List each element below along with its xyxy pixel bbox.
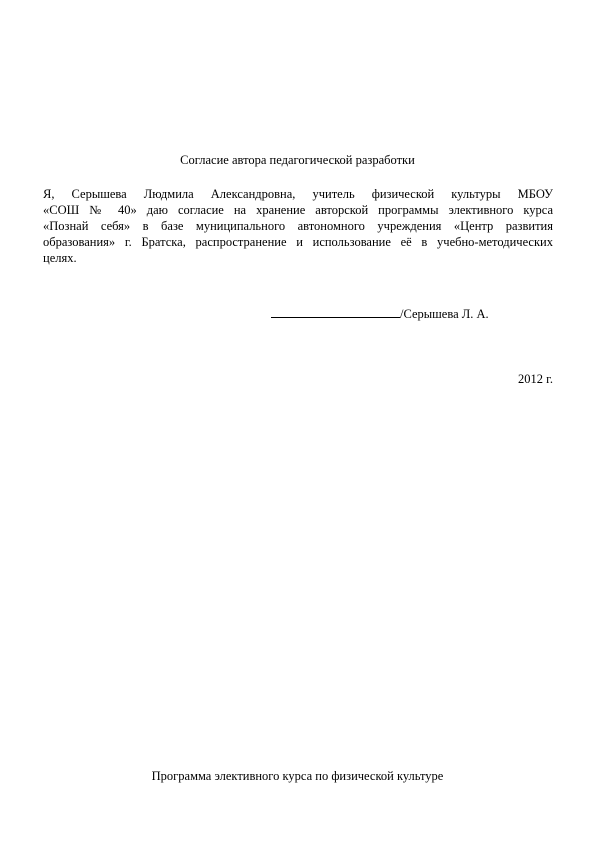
course-program-title: Программа элективного курса по физической культуре [151,769,444,783]
signature-line [271,305,400,318]
paragraph-line: целях. [43,251,77,265]
year-label: 2012 г. [518,372,553,386]
consent-paragraph [43,186,553,266]
paragraph-line: «Познай себя» в базе муниципального автономного учреждения «Центр развития [43,219,553,233]
paragraph-line: Я, Серышева Людмила Александровна, учитель физической культуры МБОУ [43,187,553,201]
paragraph-line: «СОШ № 40» даю согласие на хранение авторской программы элективного курса [43,203,553,217]
signature-name: /Серышева Л. А. [400,307,489,321]
consent-title: Согласие автора педагогической разработки [180,153,415,167]
signature-block [271,305,489,322]
paragraph-line: образования» г. Братска, распространение и использование её в учебно-методических [43,235,553,249]
